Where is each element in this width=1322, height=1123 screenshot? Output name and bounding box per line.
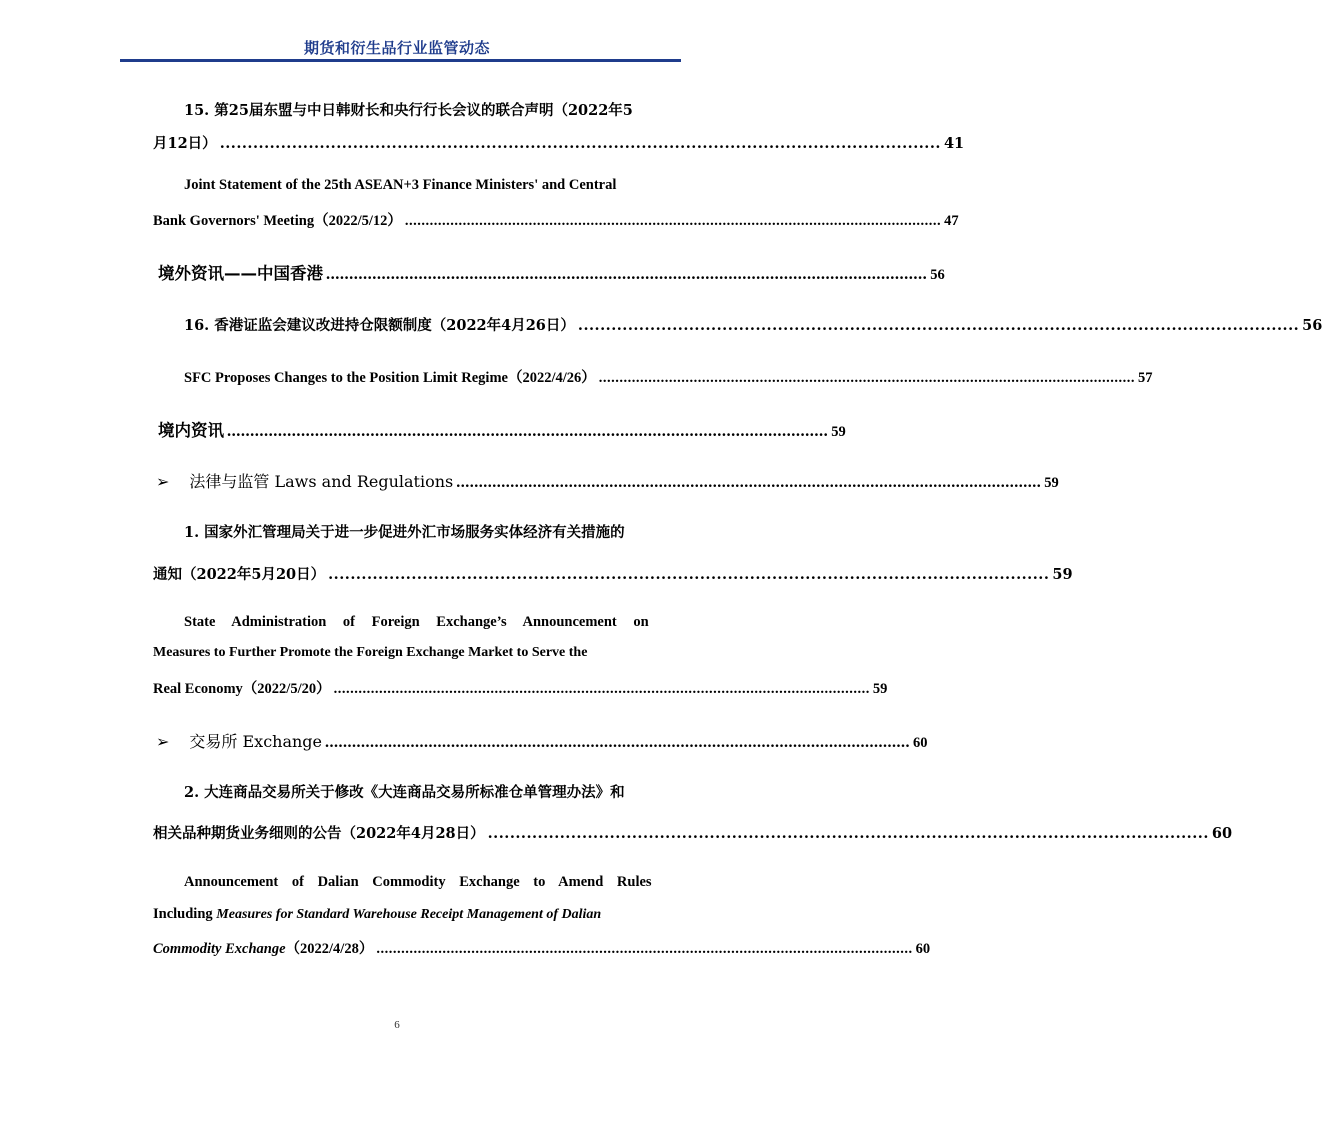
toc-page-number: 47 [944, 213, 959, 229]
toc-page-number: 59 [872, 681, 888, 697]
toc-page-number: 59 [1052, 566, 1073, 583]
toc-leader-dots: .................................................................................................................................. [333, 681, 870, 697]
toc-entry-2-en-title-italic-end: Commodity Exchange [153, 941, 286, 957]
toc-entry-16-cn[interactable] [153, 314, 1322, 338]
toc-entry-15-en-title-cont: Bank Governors' Meeting（2022/5/12） [153, 213, 402, 229]
running-header-title: 期货和衍生品行业监管动态 [303, 39, 490, 57]
toc-entry-2-en-line1[interactable] [153, 870, 673, 894]
toc-entry-2-cn-line2[interactable] [153, 822, 1233, 846]
toc-subsection-label: 交易所 Exchange [189, 732, 323, 751]
toc-page-number: 60 [913, 735, 928, 751]
toc-entry-15-cn-title-cont: 月12日） [153, 135, 217, 152]
toc-entry-2-en-title: Announcement of Dalian Commodity Exchange to Amend Rules [184, 874, 652, 890]
toc-leader-dots: .................................................................................................................................. [598, 370, 1136, 386]
toc-page-number: 59 [1044, 475, 1059, 491]
toc-leader-dots: .................................................................................................................................. [376, 941, 913, 957]
toc-entry-2-cn-title: 2. 大连商品交易所关于修改《大连商品交易所标准仓单管理办法》和 [184, 784, 625, 801]
toc-entry-2-cn-line1[interactable] [153, 781, 673, 805]
toc-entry-1-cn-title: 1. 国家外汇管理局关于进一步促进外汇市场服务实体经济有关措施的 [184, 524, 625, 541]
toc-section-label: 境外资讯——中国香港 [158, 264, 323, 283]
toc-section-domestic[interactable] [158, 419, 846, 443]
toc-entry-15-cn-line2[interactable] [153, 132, 965, 156]
toc-entry-15-en-line1[interactable] [153, 173, 673, 197]
toc-entry-2-en-title-cont: Including [153, 906, 217, 922]
header-divider [120, 59, 681, 62]
toc-page-number: 60 [915, 941, 931, 957]
toc-leader-dots: .................................................................................................................................. [219, 135, 941, 152]
toc-entry-1-en-title: State Administration of Foreign Exchange’s Announcement on [184, 614, 649, 630]
toc-entry-1-en-line2[interactable] [153, 641, 673, 665]
toc-entry-16-cn-title: 16. 香港证监会建议改进持仓限额制度（2022年4月26日） [184, 317, 575, 334]
toc-entry-15-en-line2[interactable] [153, 209, 959, 233]
toc-subsection-laws[interactable] [153, 470, 1059, 494]
toc-subsection-label: 法律与监管 Laws and Regulations [189, 472, 454, 491]
toc-leader-dots: .................................................................................................................................. [326, 264, 928, 283]
page-number: 6 [394, 1019, 400, 1031]
toc-subsection-exchange[interactable] [153, 730, 928, 754]
toc-leader-dots: .................................................................................................................................. [487, 825, 1209, 842]
toc-section-hong-kong[interactable] [158, 262, 945, 286]
toc-entry-2-en-title-italic: Measures for Standard Warehouse Receipt Management of Dalian [216, 907, 602, 922]
toc-entry-1-cn-line1[interactable] [153, 521, 673, 545]
toc-entry-1-cn-title-cont: 通知（2022年5月20日） [153, 566, 326, 583]
toc-leader-dots: .................................................................................................................................. [577, 317, 1300, 334]
toc-entry-2-en-line2[interactable] [153, 902, 673, 926]
toc-entry-1-en-title-cont: Measures to Further Promote the Foreign Exchange Market to Serve the [153, 645, 588, 660]
toc-entry-2-en-line3[interactable] [153, 937, 931, 961]
toc-entry-1-en-line1[interactable] [153, 610, 673, 634]
toc-page-number: 56 [1302, 317, 1322, 334]
toc-entry-1-cn-line2[interactable] [153, 563, 1073, 587]
toc-page-number: 41 [943, 135, 965, 152]
toc-entry-15-cn-title: 15. 第25届东盟与中日韩财长和央行行长会议的联合声明（2022年5 [184, 102, 633, 119]
chevron-right-icon: ➢ [156, 472, 170, 491]
toc-leader-dots: .................................................................................................................................. [328, 566, 1050, 583]
toc-entry-15-en-title: Joint Statement of the 25th ASEAN+3 Finance Ministers' and Central [184, 177, 617, 193]
toc-entry-16-en-title: SFC Proposes Changes to the Position Limit Regime（2022/4/26） [184, 370, 596, 386]
toc-entry-16-en[interactable] [153, 366, 1153, 390]
toc-entry-2-en-date: （2022/4/28） [285, 941, 374, 957]
toc-page-number: 60 [1211, 825, 1233, 842]
chevron-right-icon: ➢ [156, 732, 170, 751]
toc-leader-dots: .................................................................................................................................. [456, 474, 1042, 491]
toc-section-label: 境内资讯 [158, 421, 224, 440]
toc-entry-1-en-title-end: Real Economy（2022/5/20） [153, 681, 331, 697]
toc-page-number: 59 [831, 424, 846, 440]
toc-entry-2-cn-title-cont: 相关品种期货业务细则的公告（2022年4月28日） [153, 825, 485, 842]
toc-page-number: 57 [1138, 370, 1153, 386]
toc-leader-dots: .................................................................................................................................. [325, 734, 911, 751]
toc-page-number: 56 [930, 267, 945, 283]
toc-leader-dots: .................................................................................................................................. [404, 213, 942, 229]
toc-entry-15-cn-line1[interactable] [153, 99, 673, 123]
toc-entry-1-en-line3[interactable] [153, 677, 888, 701]
toc-leader-dots: .................................................................................................................................. [227, 421, 829, 440]
